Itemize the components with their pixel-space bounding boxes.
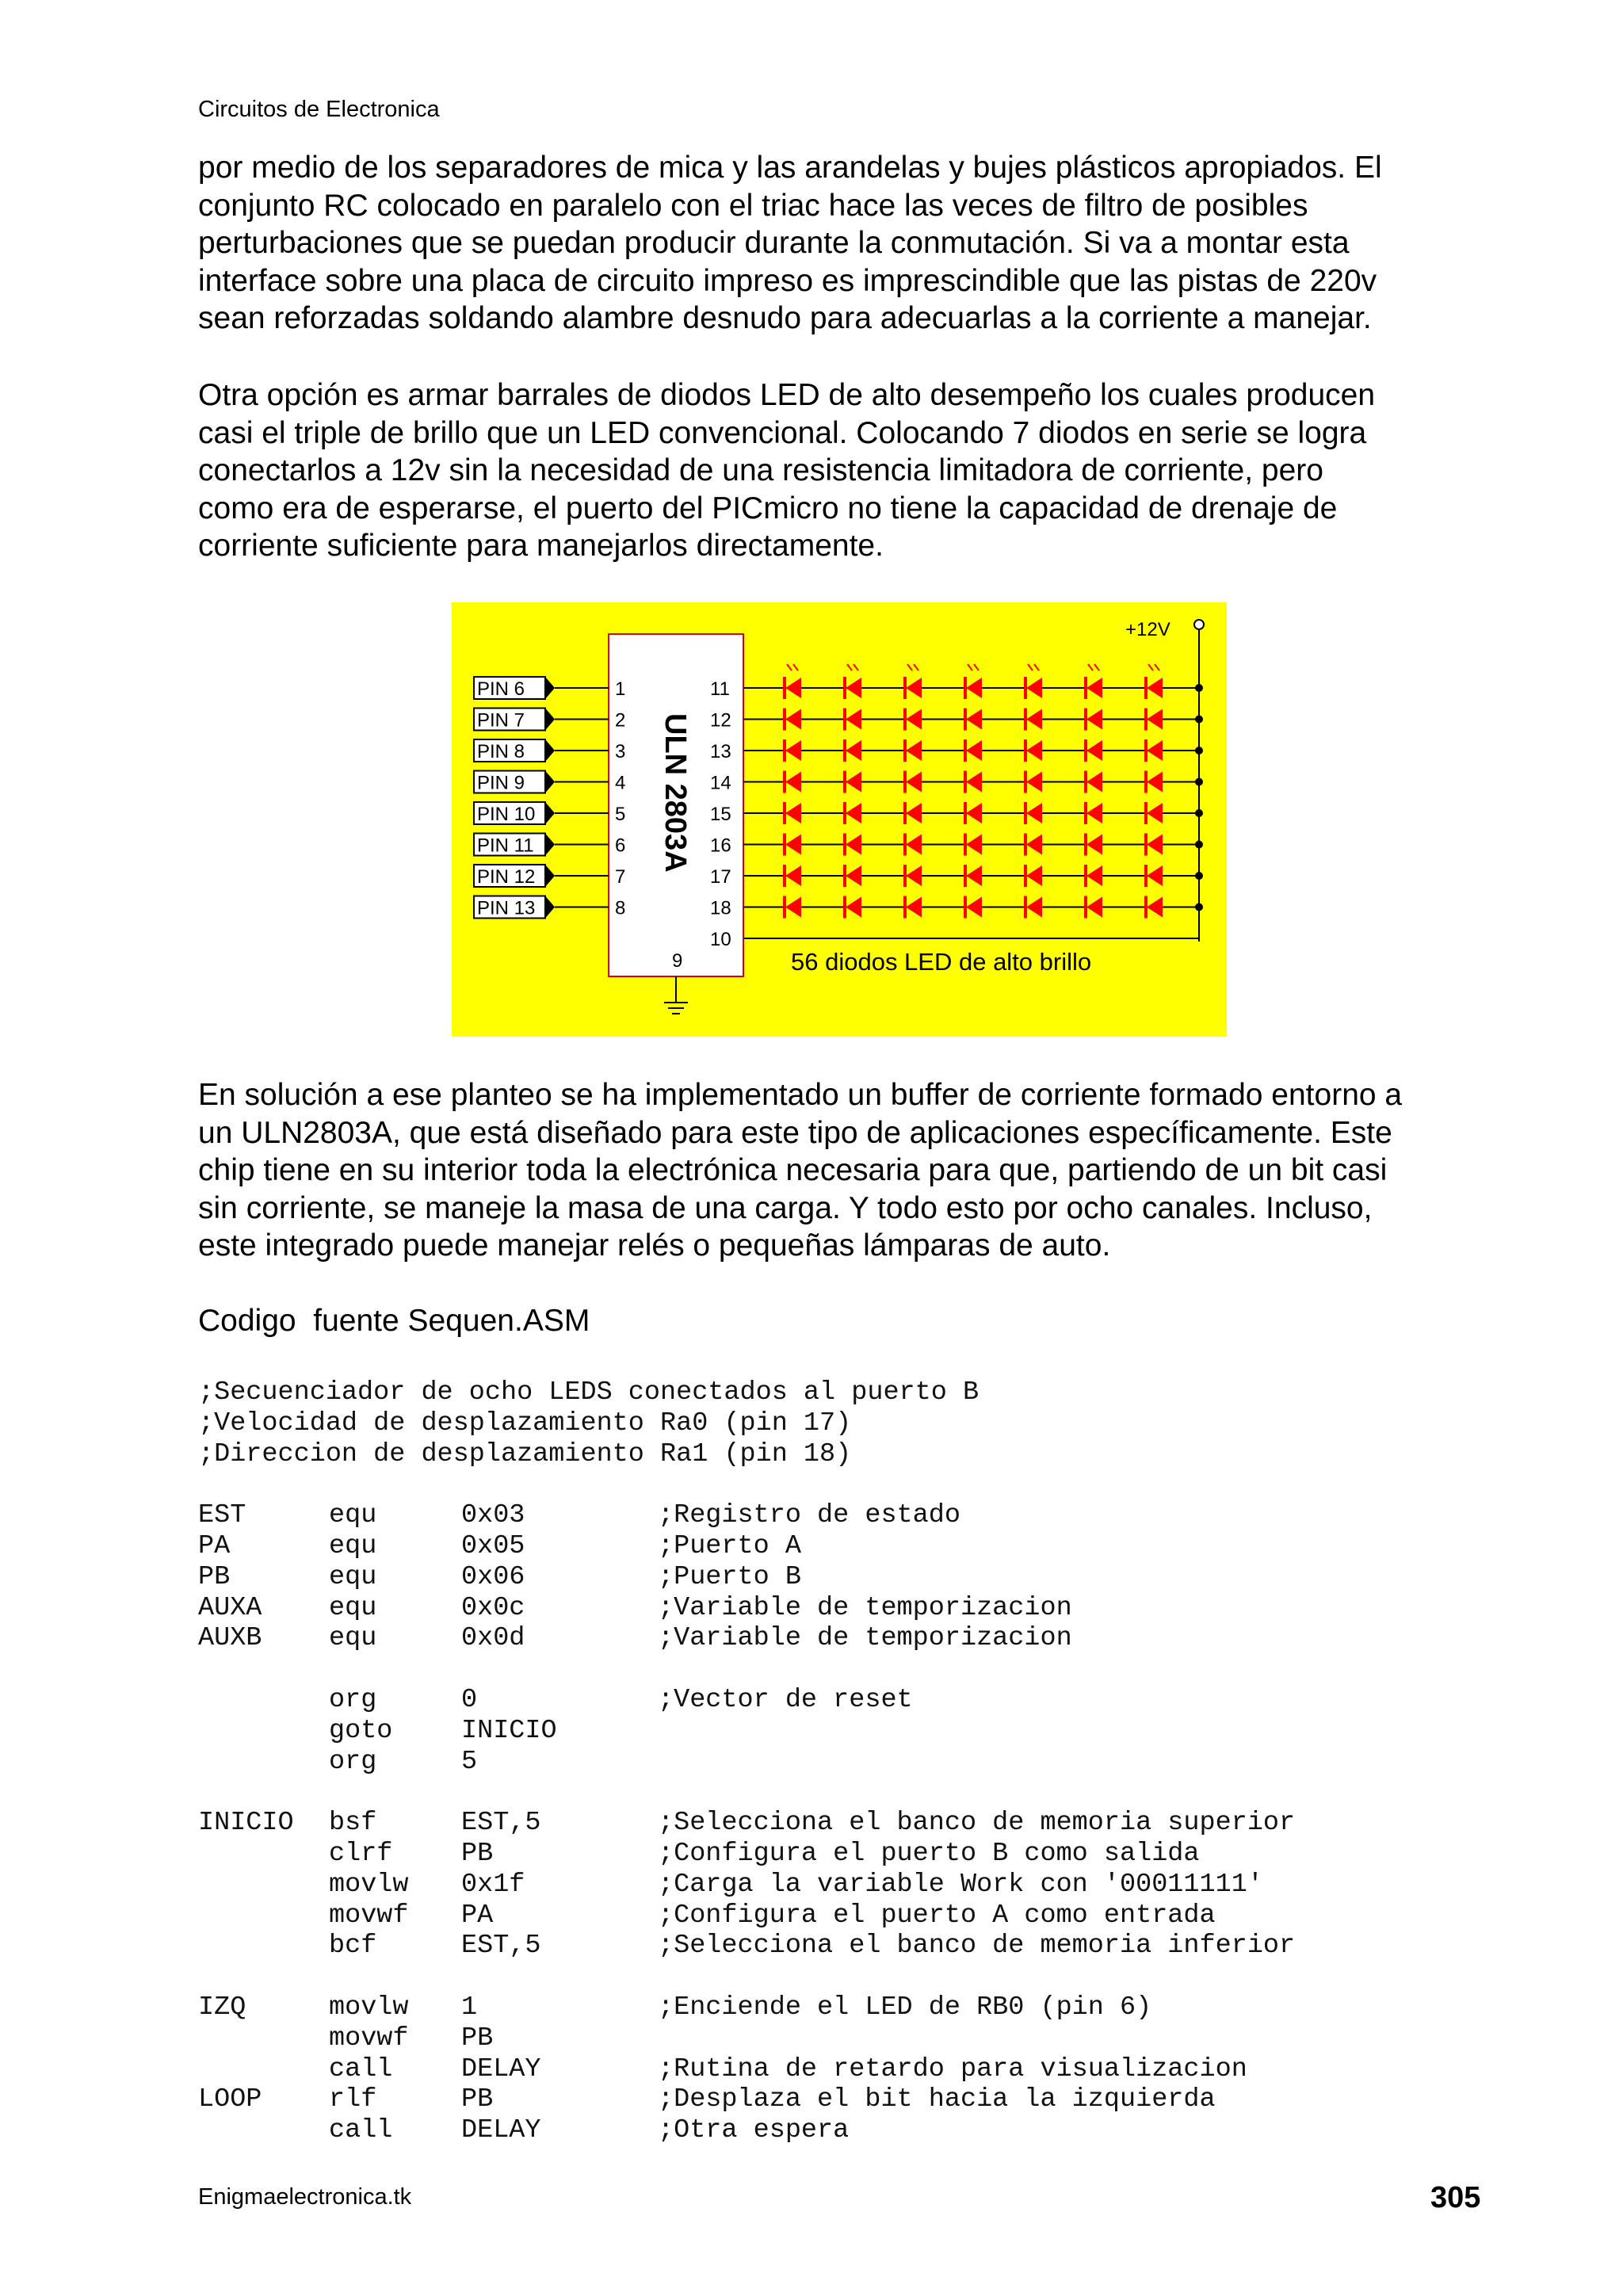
code-label: PB — [198, 1561, 231, 1592]
input-pin-number: 1 — [615, 678, 626, 700]
code-comment: ;Puerto A — [658, 1530, 801, 1561]
code-op: movwf — [329, 1900, 409, 1931]
text-line: Otra opción es armar barrales de diodos LED de alto desempeño los cuales producen — [198, 378, 1376, 412]
code-label: IZQ — [198, 1992, 246, 2023]
code-line — [198, 1531, 979, 1562]
code-arg: PB — [461, 2084, 494, 2115]
code-op: call — [329, 2115, 393, 2146]
code-arg: 0x0c — [461, 1592, 525, 1623]
circuit-svg — [452, 602, 1227, 1037]
paragraph-3 — [198, 1076, 1498, 1265]
running-header: Circuitos de Electronica — [198, 97, 440, 122]
code-comment: ;Selecciona el banco de memoria inferior — [658, 1931, 1296, 1962]
code-comment: ;Variable de temporizacion — [658, 1623, 1072, 1654]
code-arg: PA — [461, 1900, 494, 1931]
code-op: bcf — [329, 1931, 377, 1962]
output-pin-number: 13 — [710, 741, 731, 762]
text-line: este integrado puede manejar relés o pequeñas lámparas de auto. — [198, 1228, 1111, 1263]
code-op: org — [329, 1684, 377, 1715]
code-op: goto — [329, 1715, 393, 1746]
code-arg: DELAY — [461, 2115, 541, 2146]
code-line — [198, 1838, 1200, 1870]
code-line — [198, 1377, 979, 1408]
text-line: conjunto RC colocado en paralelo con el triac hace las veces de filtro de posibles — [198, 188, 1308, 223]
code-arg: 1 — [461, 1992, 478, 2023]
code-label: ;Secuenciador de ocho LEDS conectados al puerto B — [198, 1377, 980, 1408]
code-arg: 0x03 — [461, 1500, 525, 1531]
code-op: rlf — [329, 2084, 377, 2115]
code-op: bsf — [329, 1808, 377, 1839]
supply-terminal — [1194, 620, 1204, 629]
code-op: movwf — [329, 2023, 409, 2053]
code-arg: PB — [461, 2023, 494, 2053]
text-line: corriente suficiente para manejarlos directamente. — [198, 529, 884, 563]
code-line — [198, 2023, 979, 2054]
code-comment: ;Variable de temporizacion — [658, 1592, 1072, 1623]
input-pin-number: 6 — [615, 835, 626, 857]
code-arg: EST,5 — [461, 1808, 541, 1839]
code-line — [198, 1685, 979, 1716]
code-line — [198, 1900, 1216, 1931]
common-pin-number: 10 — [710, 929, 731, 950]
input-pin-number: 4 — [615, 772, 626, 794]
code-comment: ;Registro de estado — [658, 1500, 960, 1531]
code-line — [198, 1623, 1072, 1654]
text-line: casi el triple de brillo que un LED convencional. Colocando 7 diodos en serie se logra — [198, 415, 1367, 450]
assembly-listing — [198, 1377, 1296, 2146]
code-line — [198, 2115, 979, 2146]
code-line — [198, 1962, 979, 1992]
output-pin-number: 16 — [710, 835, 731, 857]
code-label: ;Direccion de desplazamiento Ra1 (pin 18) — [198, 1438, 852, 1469]
code-comment: ;Configura el puerto B como salida — [658, 1838, 1200, 1869]
junction-dot — [1195, 872, 1203, 880]
junction-dot — [1195, 841, 1203, 849]
code-op: equ — [329, 1561, 377, 1592]
code-op: call — [329, 2053, 393, 2084]
text-line: interface sobre una placa de circuito impreso es imprescindible que las pistas de 220v — [198, 263, 1377, 298]
code-comment: ;Enciende el LED de RB0 (pin 6) — [658, 1992, 1152, 2023]
pin-label: PIN 9 — [477, 772, 525, 794]
code-arg: PB — [461, 1838, 494, 1869]
code-line — [198, 1408, 979, 1439]
circuit-diagram — [452, 602, 1227, 1037]
code-op: clrf — [329, 1838, 393, 1869]
input-pin-number: 5 — [615, 804, 626, 825]
paragraph-1 — [198, 149, 1498, 338]
paragraph-2 — [198, 376, 1498, 565]
pin-label: PIN 6 — [477, 678, 525, 700]
chip-label: ULN 2803A — [659, 713, 692, 873]
input-pin-number: 3 — [615, 741, 626, 762]
figure-caption: 56 diodos LED de alto brillo — [791, 948, 1092, 976]
code-label: PA — [198, 1530, 231, 1561]
code-line — [198, 1500, 979, 1531]
text-line: por medio de los separadores de mica y las arandelas y bujes plásticos apropiados. El — [198, 151, 1382, 185]
code-label: LOOP — [198, 2084, 262, 2115]
code-label: INICIO — [198, 1808, 294, 1839]
code-op: equ — [329, 1500, 377, 1531]
text-line: chip tiene en su interior toda la electrónica necesaria para que, partiendo de un bit casi — [198, 1153, 1388, 1187]
footer-site: Enigmaelectronica.tk — [198, 2184, 412, 2210]
pin-label: PIN 7 — [477, 709, 525, 732]
code-line — [198, 1439, 979, 1470]
code-comment: ;Configura el puerto A como entrada — [658, 1900, 1216, 1931]
code-line — [198, 2053, 1247, 2085]
output-pin-number: 12 — [710, 709, 731, 732]
input-pin-number: 2 — [615, 709, 626, 732]
code-comment: ;Carga la variable Work con '00011111' — [658, 1869, 1263, 1900]
junction-dot — [1195, 747, 1203, 755]
output-pin-number: 14 — [710, 772, 731, 794]
text-line: sin corriente, se maneje la masa de una carga. Y todo esto por ocho canales. Incluso, — [198, 1190, 1373, 1225]
junction-dot — [1195, 809, 1203, 817]
code-label: EST — [198, 1500, 246, 1531]
text-line: un ULN2803A, que está diseñado para este tipo de aplicaciones específicamente. Este — [198, 1115, 1392, 1150]
text-line: sean reforzadas soldando alambre desnudo para adecuarlas a la corriente a manejar. — [198, 301, 1372, 335]
code-arg: 5 — [461, 1746, 478, 1777]
code-arg: 0x0d — [461, 1623, 525, 1654]
code-label: AUXA — [198, 1592, 262, 1623]
code-line — [198, 1716, 979, 1747]
code-arg: 0x1f — [461, 1869, 525, 1900]
code-line — [198, 1931, 1296, 1962]
code-line — [198, 1592, 1072, 1624]
text-line: perturbaciones que se puedan producir durante la conmutación. Si va a montar esta — [198, 226, 1350, 260]
junction-dot — [1195, 904, 1203, 911]
pin-label: PIN 11 — [477, 835, 534, 857]
code-op: equ — [329, 1623, 377, 1654]
pin-label: PIN 12 — [477, 866, 536, 888]
code-line — [198, 1869, 1263, 1901]
code-comment: ;Vector de reset — [658, 1684, 913, 1715]
code-line — [198, 1747, 979, 1778]
source-code-heading: Codigo fuente Sequen.ASM — [198, 1304, 590, 1338]
text-line: conectarlos a 12v sin la necesidad de una resistencia limitadora de corriente, pero — [198, 453, 1323, 487]
code-line — [198, 1808, 1296, 1839]
code-line — [198, 1992, 1152, 2023]
code-line — [198, 1469, 979, 1500]
text-line: En solución a ese planteo se ha implementado un buffer de corriente formado entorno a — [198, 1078, 1403, 1112]
code-op: equ — [329, 1530, 377, 1561]
text-line: como era de esperarse, el puerto del PICmicro no tiene la capacidad de drenaje de — [198, 491, 1338, 525]
code-arg: DELAY — [461, 2053, 541, 2084]
ground-pin-number: 9 — [672, 950, 683, 972]
code-line — [198, 1654, 979, 1685]
code-arg: 0x05 — [461, 1530, 525, 1561]
output-pin-number: 15 — [710, 804, 731, 825]
code-op: movlw — [329, 1992, 409, 2023]
code-label: AUXB — [198, 1623, 262, 1654]
code-line — [198, 1562, 979, 1593]
code-comment: ;Rutina de retardo para visualizacion — [658, 2053, 1247, 2084]
code-line — [198, 2084, 1216, 2115]
code-comment: ;Otra espera — [658, 2115, 850, 2146]
input-pin-number: 7 — [615, 866, 626, 888]
code-arg: 0x06 — [461, 1561, 525, 1592]
code-arg: 0 — [461, 1684, 478, 1715]
code-op: movlw — [329, 1869, 409, 1900]
junction-dot — [1195, 778, 1203, 786]
junction-dot — [1195, 716, 1203, 724]
junction-dot — [1195, 684, 1203, 692]
output-pin-number: 17 — [710, 866, 731, 888]
code-arg: EST,5 — [461, 1931, 541, 1962]
input-pin-number: 8 — [615, 897, 626, 919]
pin-label: PIN 10 — [477, 804, 536, 825]
output-pin-number: 11 — [710, 678, 730, 700]
code-arg: INICIO — [461, 1715, 557, 1746]
pin-label: PIN 8 — [477, 741, 525, 762]
code-comment: ;Desplaza el bit hacia la izquierda — [658, 2084, 1216, 2115]
code-label: ;Velocidad de desplazamiento Ra0 (pin 17) — [198, 1408, 852, 1438]
output-pin-number: 18 — [710, 897, 731, 919]
page-number: 305 — [1430, 2181, 1481, 2214]
code-op: org — [329, 1746, 377, 1777]
code-op: equ — [329, 1592, 377, 1623]
pin-label: PIN 13 — [477, 897, 536, 919]
code-line — [198, 1777, 979, 1808]
code-comment: ;Puerto B — [658, 1561, 801, 1592]
supply-label: +12V — [1125, 619, 1170, 640]
code-comment: ;Selecciona el banco de memoria superior — [658, 1808, 1296, 1839]
